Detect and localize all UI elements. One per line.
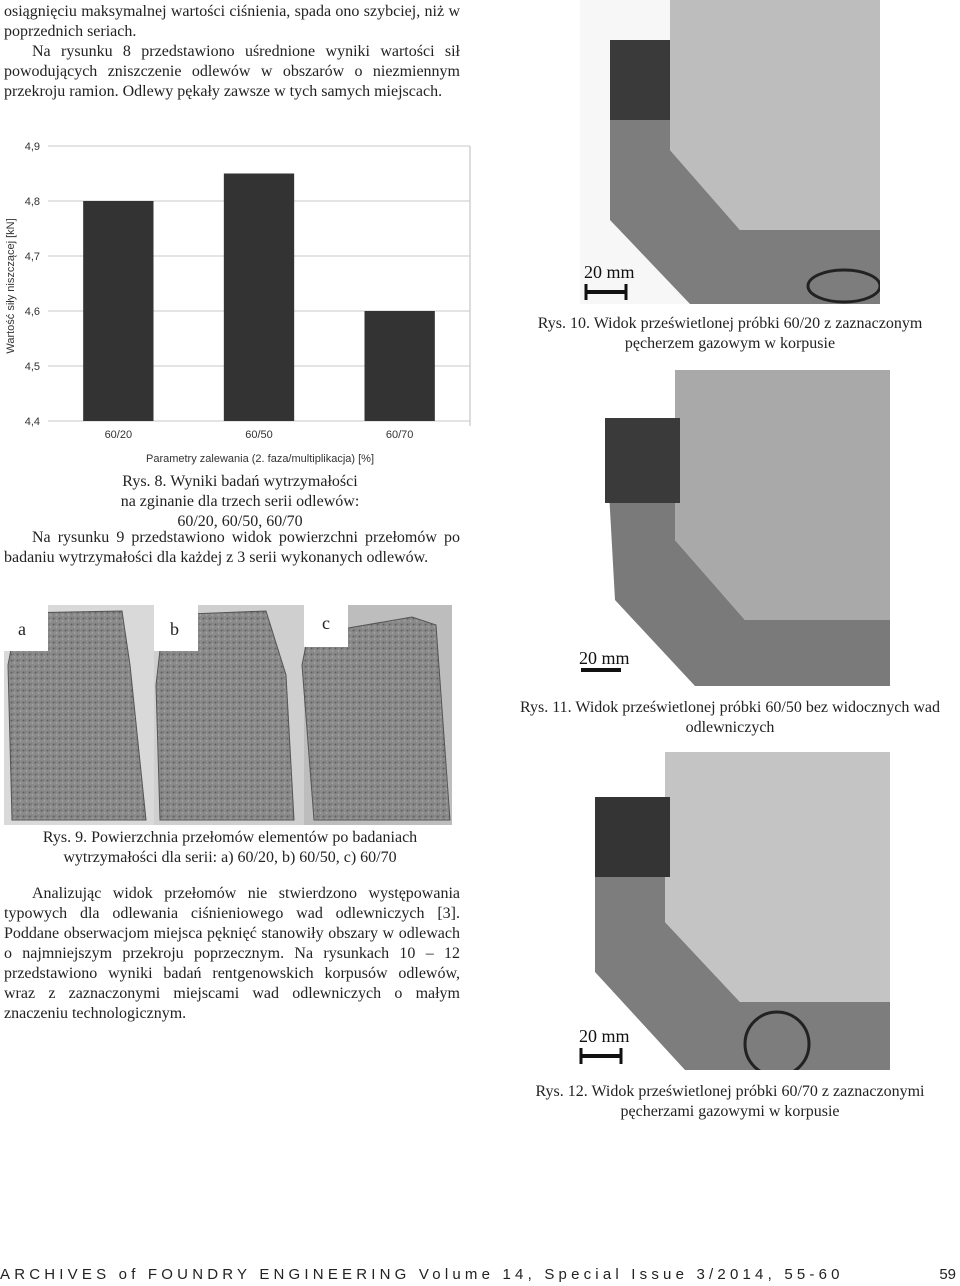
fracture-photos [4,605,452,825]
chart-bars [83,174,435,422]
body-paragraph-fig9 [4,528,460,568]
bar-chart [0,136,475,474]
body-paragraph-fig8-text: Na rysunku 8 przedstawiono uśrednione wyniki wartości sił powodujących zniszczenie odlewów w obszarów o niezmiennym przekroju ramion. Odlewy pękały zawsze w tych samych miejscach. [4,43,460,100]
chart-bar-60-70 [365,311,435,421]
chart-y-tick-label: 4,8 [24,196,40,208]
chart-bar-60-20 [83,201,153,421]
chart-y-tick-label: 4,6 [24,306,40,318]
figure-8-caption: Rys. 8. Wyniki badań wytrzymałości na zginanie dla trzech serii odlewów: 60/20, 60/50, 60/70 [120,473,360,530]
fracture-sample-c [302,617,450,820]
chart-y-axis-label: Wartość siły niszczącej [kN] [5,218,17,354]
xray-fig11-drawing [575,370,890,686]
photo-label-b: b [170,619,179,639]
body-paragraph-fig9-text: Na rysunku 9 przedstawiono widok powierzchni przełomów po badaniu wytrzymałości dla każdej z 3 serii wykonanych odlewów. [4,529,460,566]
xray-image-fig12 [575,752,890,1070]
photo-label-a: a [18,619,26,639]
scale-bar-label: 20 mm [579,1026,630,1046]
page-number: 59 [939,1266,956,1283]
chart-y-tick-label: 4,4 [24,416,40,428]
chart-x-axis-label: Parametry zalewania (2. faza/multiplikacja) [%] [145,453,375,465]
body-paragraph-top: osiągnięciu maksymalnej wartości ciśnienia, spada ono szybciej, niż w poprzednich seriach. [4,3,460,40]
scale-bar-label: 20 mm [584,262,635,282]
fracture-photos-image [4,605,452,825]
body-paragraph-fig8 [4,42,460,102]
figure-11-caption: Rys. 11. Widok prześwietlonej próbki 60/50 bez widocznych wad odlewniczych [520,699,940,736]
chart-y-ticks [25,141,40,428]
chart-x-ticks [105,429,414,441]
xray-fig12-drawing [575,752,890,1070]
xray-image-fig11 [575,370,890,686]
figure-10-caption: Rys. 10. Widok prześwietlonej próbki 60/20 z zaznaczonym pęcherzem gazowym w korpusie [537,315,923,352]
chart-y-tick-label: 4,9 [24,141,40,153]
chart-x-tick-label: 60/20 [104,429,133,441]
xray-image-fig10 [580,0,880,304]
body-paragraph-analysis [4,884,460,1024]
scale-bar-label: 20 mm [579,648,630,668]
journal-footer: ARCHIVES of FOUNDRY ENGINEERING Volume 14, Special Issue 3/2014, 55-60 [0,1266,844,1283]
chart-x-tick-label: 60/50 [245,429,273,441]
chart-x-tick-label: 60/70 [385,429,414,441]
figure-12-caption: Rys. 12. Widok prześwietlonej próbki 60/70 z zaznaczonymi pęcherzami gazowymi w korpusie [535,1083,925,1120]
chart-y-tick-label: 4,7 [24,251,40,263]
xray-fig10-drawing [580,0,880,304]
chart-y-tick-label: 4,5 [24,361,40,373]
body-paragraph-analysis-text: Analizując widok przełomów nie stwierdzono występowania typowych dla odlewania ciśnieniowego wad odlewniczych [3]. Poddane obserwacjom miejsca pęknięć stanowiły obszary w odlewach o najmniejszym przekroju poprzecznym. Na rysunkach 10 – 12 przedstawiono wyniki badań rentgenowskich korpusów odlewów, wraz z zaznaczonymi miejscami wad odlewniczych o małym znaczeniu technologicznym. [4,885,460,1022]
photo-label-c: c [322,613,330,633]
figure-9-caption: Rys. 9. Powierzchnia przełomów elementów po badaniach wytrzymałości dla serii: a) 60/20, b) 60/50, c) 60/70 [42,829,418,866]
chart-bar-60-50 [224,174,294,422]
